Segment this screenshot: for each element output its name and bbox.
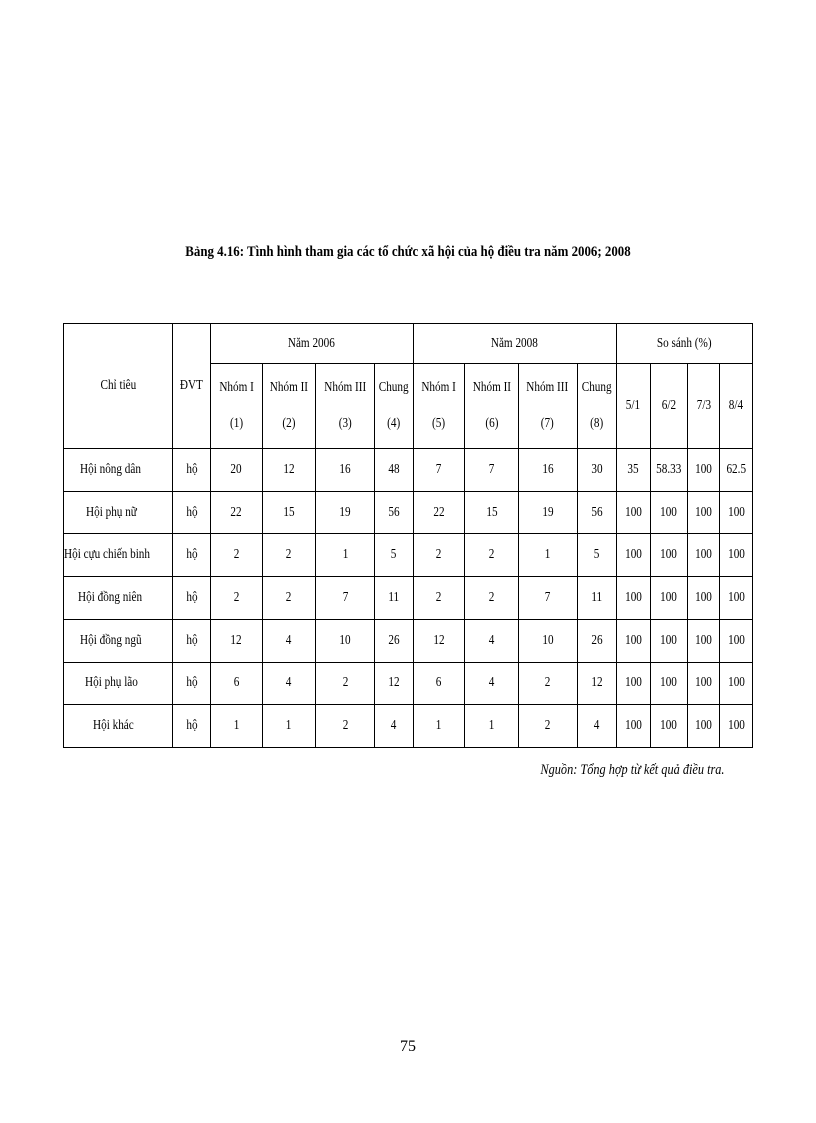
table-cell: 12	[413, 619, 465, 662]
table-cell: 7	[413, 449, 465, 492]
header-group: Nhóm I (5)	[413, 364, 465, 449]
table-cell: 100	[617, 534, 650, 577]
header-comparison: So sánh (%)	[617, 324, 753, 364]
header-group: Nhóm II (6)	[465, 364, 519, 449]
table-cell: 19	[316, 491, 375, 534]
table-cell: 2	[316, 662, 375, 705]
table-row	[64, 619, 753, 662]
table-cell: 11	[577, 577, 617, 620]
table-cell: 2	[413, 577, 465, 620]
table-cell: 4	[577, 705, 617, 748]
table-cell: 100	[688, 662, 720, 705]
table-cell: 7	[465, 449, 519, 492]
header-year-2008: Năm 2008	[413, 324, 617, 364]
table-cell: 30	[577, 449, 617, 492]
table-cell: 7	[518, 577, 577, 620]
table-row	[64, 534, 753, 577]
table-cell: 2	[262, 577, 316, 620]
table-cell: 100	[650, 705, 687, 748]
page-number: 75	[400, 1038, 416, 1055]
table-cell: 35	[617, 449, 650, 492]
header-ratio: 8/4	[720, 364, 753, 449]
table-cell: 100	[688, 534, 720, 577]
row-unit: hộ	[173, 705, 210, 748]
table-cell: 100	[720, 534, 753, 577]
header-group: Nhóm I (1)	[210, 364, 262, 449]
table-row	[64, 577, 753, 620]
table-cell: 1	[413, 705, 465, 748]
table-cell: 2	[518, 705, 577, 748]
table-caption: Bảng 4.16: Tình hình tham gia các tổ chức xã hội của hộ điều tra năm 2006; 2008	[185, 244, 631, 260]
table-cell: 2	[465, 534, 519, 577]
table-row	[64, 491, 753, 534]
table-row	[64, 449, 753, 492]
table-cell: 58.33	[650, 449, 687, 492]
table-cell: 15	[262, 491, 316, 534]
table-cell: 26	[577, 619, 617, 662]
table-cell: 1	[518, 534, 577, 577]
row-label: Hội đồng niên	[64, 577, 173, 620]
table-cell: 100	[720, 705, 753, 748]
table-cell: 100	[650, 491, 687, 534]
table-cell: 100	[650, 534, 687, 577]
table-cell: 100	[650, 619, 687, 662]
table-cell: 100	[688, 449, 720, 492]
header-ratio: 5/1	[617, 364, 650, 449]
table-cell: 100	[617, 491, 650, 534]
table-cell: 4	[374, 705, 413, 748]
table-cell: 100	[688, 491, 720, 534]
table-cell: 12	[262, 449, 316, 492]
table-cell: 100	[617, 705, 650, 748]
table-cell: 100	[688, 619, 720, 662]
table-cell: 2	[413, 534, 465, 577]
table-cell: 12	[374, 662, 413, 705]
table-row	[64, 662, 753, 705]
source-note: Nguồn: Tổng hợp từ kết quả điều tra.	[540, 762, 725, 778]
header-group: Chung (8)	[577, 364, 617, 449]
table-cell: 100	[617, 619, 650, 662]
table-cell: 20	[210, 449, 262, 492]
table-cell: 26	[374, 619, 413, 662]
header-group: Nhóm III (3)	[316, 364, 375, 449]
table-cell: 1	[262, 705, 316, 748]
row-unit: hộ	[173, 491, 210, 534]
table-cell: 19	[518, 491, 577, 534]
table-row	[64, 705, 753, 748]
table-cell: 22	[413, 491, 465, 534]
row-unit: hộ	[173, 619, 210, 662]
table-cell: 10	[316, 619, 375, 662]
table-cell: 7	[316, 577, 375, 620]
row-unit: hộ	[173, 449, 210, 492]
table-cell: 5	[577, 534, 617, 577]
table-cell: 11	[374, 577, 413, 620]
table-cell: 100	[720, 491, 753, 534]
table-cell: 2	[262, 534, 316, 577]
table-cell: 12	[210, 619, 262, 662]
header-year-2006: Năm 2006	[210, 324, 413, 364]
table-cell: 2	[210, 534, 262, 577]
row-label: Hội phụ lão	[64, 662, 173, 705]
table-cell: 6	[210, 662, 262, 705]
header-ratio: 7/3	[688, 364, 720, 449]
header-indicator: Chỉ tiêu	[64, 324, 173, 449]
participation-table	[63, 323, 753, 748]
table-cell: 1	[210, 705, 262, 748]
table-cell: 4	[465, 662, 519, 705]
header-unit: ĐVT	[173, 324, 210, 449]
row-label: Hội cựu chiến binh	[64, 534, 173, 577]
table-cell: 2	[518, 662, 577, 705]
table-cell: 2	[210, 577, 262, 620]
table-cell: 100	[720, 577, 753, 620]
table-cell: 100	[688, 705, 720, 748]
table-cell: 22	[210, 491, 262, 534]
table-body	[64, 449, 753, 748]
table-cell: 2	[465, 577, 519, 620]
table-cell: 15	[465, 491, 519, 534]
header-row-years	[64, 324, 753, 364]
row-label: Hội nông dân	[64, 449, 173, 492]
header-ratio: 6/2	[650, 364, 687, 449]
row-unit: hộ	[173, 662, 210, 705]
table-cell: 100	[650, 662, 687, 705]
header-group: Nhóm II (2)	[262, 364, 316, 449]
table-cell: 1	[316, 534, 375, 577]
table-cell: 48	[374, 449, 413, 492]
table-cell: 1	[465, 705, 519, 748]
table-cell: 100	[617, 662, 650, 705]
row-unit: hộ	[173, 534, 210, 577]
header-group: Chung (4)	[374, 364, 413, 449]
table-cell: 2	[316, 705, 375, 748]
table-cell: 4	[262, 662, 316, 705]
table-cell: 5	[374, 534, 413, 577]
table-cell: 56	[577, 491, 617, 534]
table-cell: 10	[518, 619, 577, 662]
row-label: Hội đồng ngũ	[64, 619, 173, 662]
table-cell: 100	[650, 577, 687, 620]
table-cell: 100	[720, 619, 753, 662]
header-group: Nhóm III (7)	[518, 364, 577, 449]
table-cell: 6	[413, 662, 465, 705]
row-label: Hội phụ nữ	[64, 491, 173, 534]
table-cell: 100	[688, 577, 720, 620]
table-cell: 16	[518, 449, 577, 492]
row-label: Hội khác	[64, 705, 173, 748]
table-cell: 100	[720, 662, 753, 705]
row-unit: hộ	[173, 577, 210, 620]
table-cell: 12	[577, 662, 617, 705]
table-cell: 16	[316, 449, 375, 492]
table-cell: 4	[262, 619, 316, 662]
table-cell: 100	[617, 577, 650, 620]
table-cell: 62.5	[720, 449, 753, 492]
table-cell: 4	[465, 619, 519, 662]
table-cell: 56	[374, 491, 413, 534]
